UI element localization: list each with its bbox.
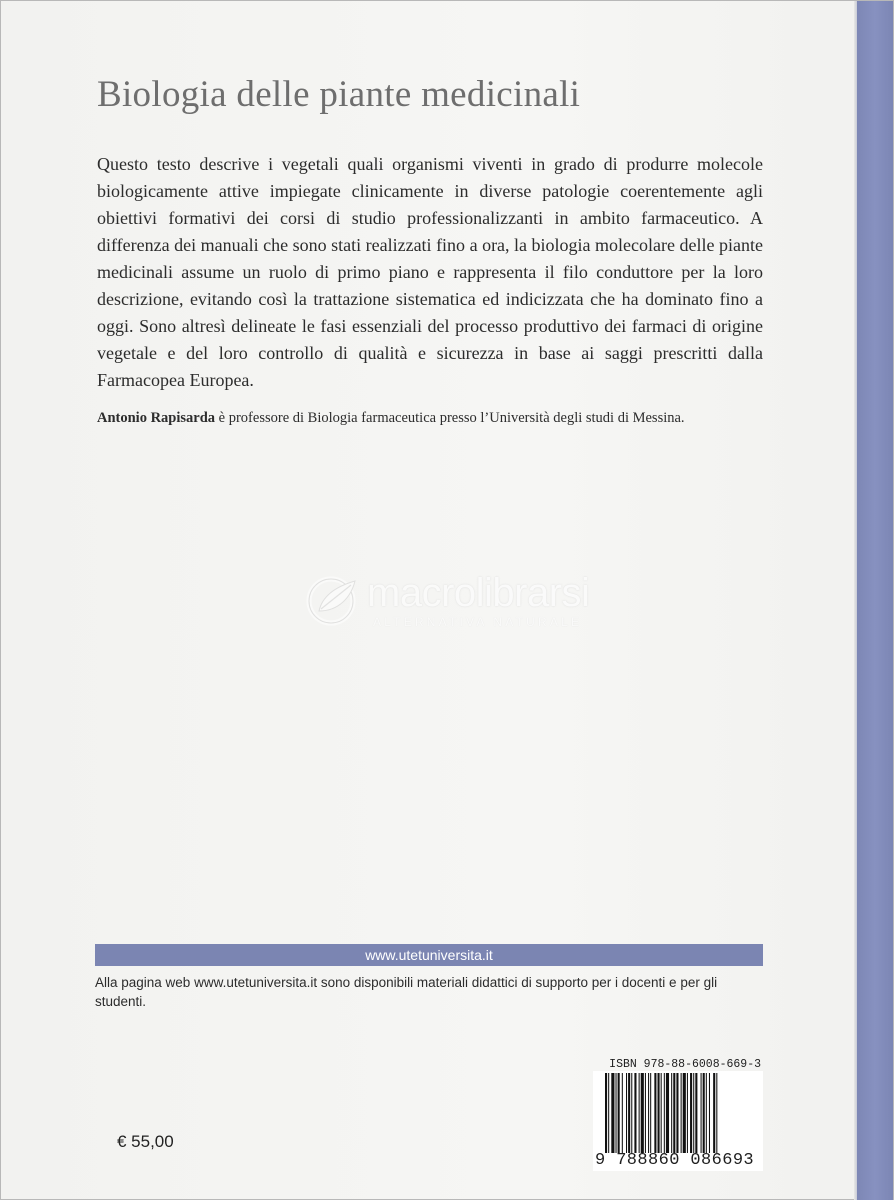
barcode-icon (605, 1073, 761, 1153)
publisher-url-bar (95, 944, 763, 966)
leaf-logo-icon (301, 571, 363, 627)
ean-digits: 9 788860 086693 (595, 1151, 755, 1170)
book-title: Biologia delle piante medicinali (97, 74, 581, 115)
watermark-name: macrolibrarsi (367, 571, 590, 615)
book-spine (857, 1, 893, 1200)
price-label: € 55,00 (117, 1132, 174, 1151)
author-bio: è professore di Biologia farmaceutica presso l’Università degli studi di Messina. (215, 410, 685, 426)
publisher-url: www.utetuniversita.it (365, 947, 493, 963)
publisher-note: Alla pagina web www.utetuniversita.it sono disponibili materiali didattici di supporto per i docenti e per gli studenti. (95, 975, 718, 1009)
isbn-label: ISBN 978-88-6008-669-3 (609, 1058, 761, 1071)
barcode-area (593, 1071, 763, 1171)
author-name: Antonio Rapisarda (97, 410, 216, 426)
watermark (301, 569, 621, 639)
author-note (97, 410, 777, 427)
book-description: Questo testo descrive i vegetali quali organismi viventi in grado di produrre molecole biologicamente attive impiegate clinicamente in diverse patologie coerentemente agli obiettivi formativi dei corsi di studio professionalizzanti in ambito farmaceutico. A differenza dei manuali che sono stati realizzati fino a ora, la biologia molecolare delle piante medicinali assume un ruolo di primo piano e rappresenta il filo conduttore per la loro descrizione, evitando così la trattazione sistematica ed indicizzata che ha dominato fino a oggi. Sono altresì delineate le fasi essenziali del processo produttivo dei farmaci di origine vegetale e del loro controllo di qualità e sicurezza in base ai saggi prescritti dalla Farmacopea Europea. (97, 154, 763, 390)
watermark-tagline: ALTERNATIVA NATURALE (373, 615, 583, 629)
